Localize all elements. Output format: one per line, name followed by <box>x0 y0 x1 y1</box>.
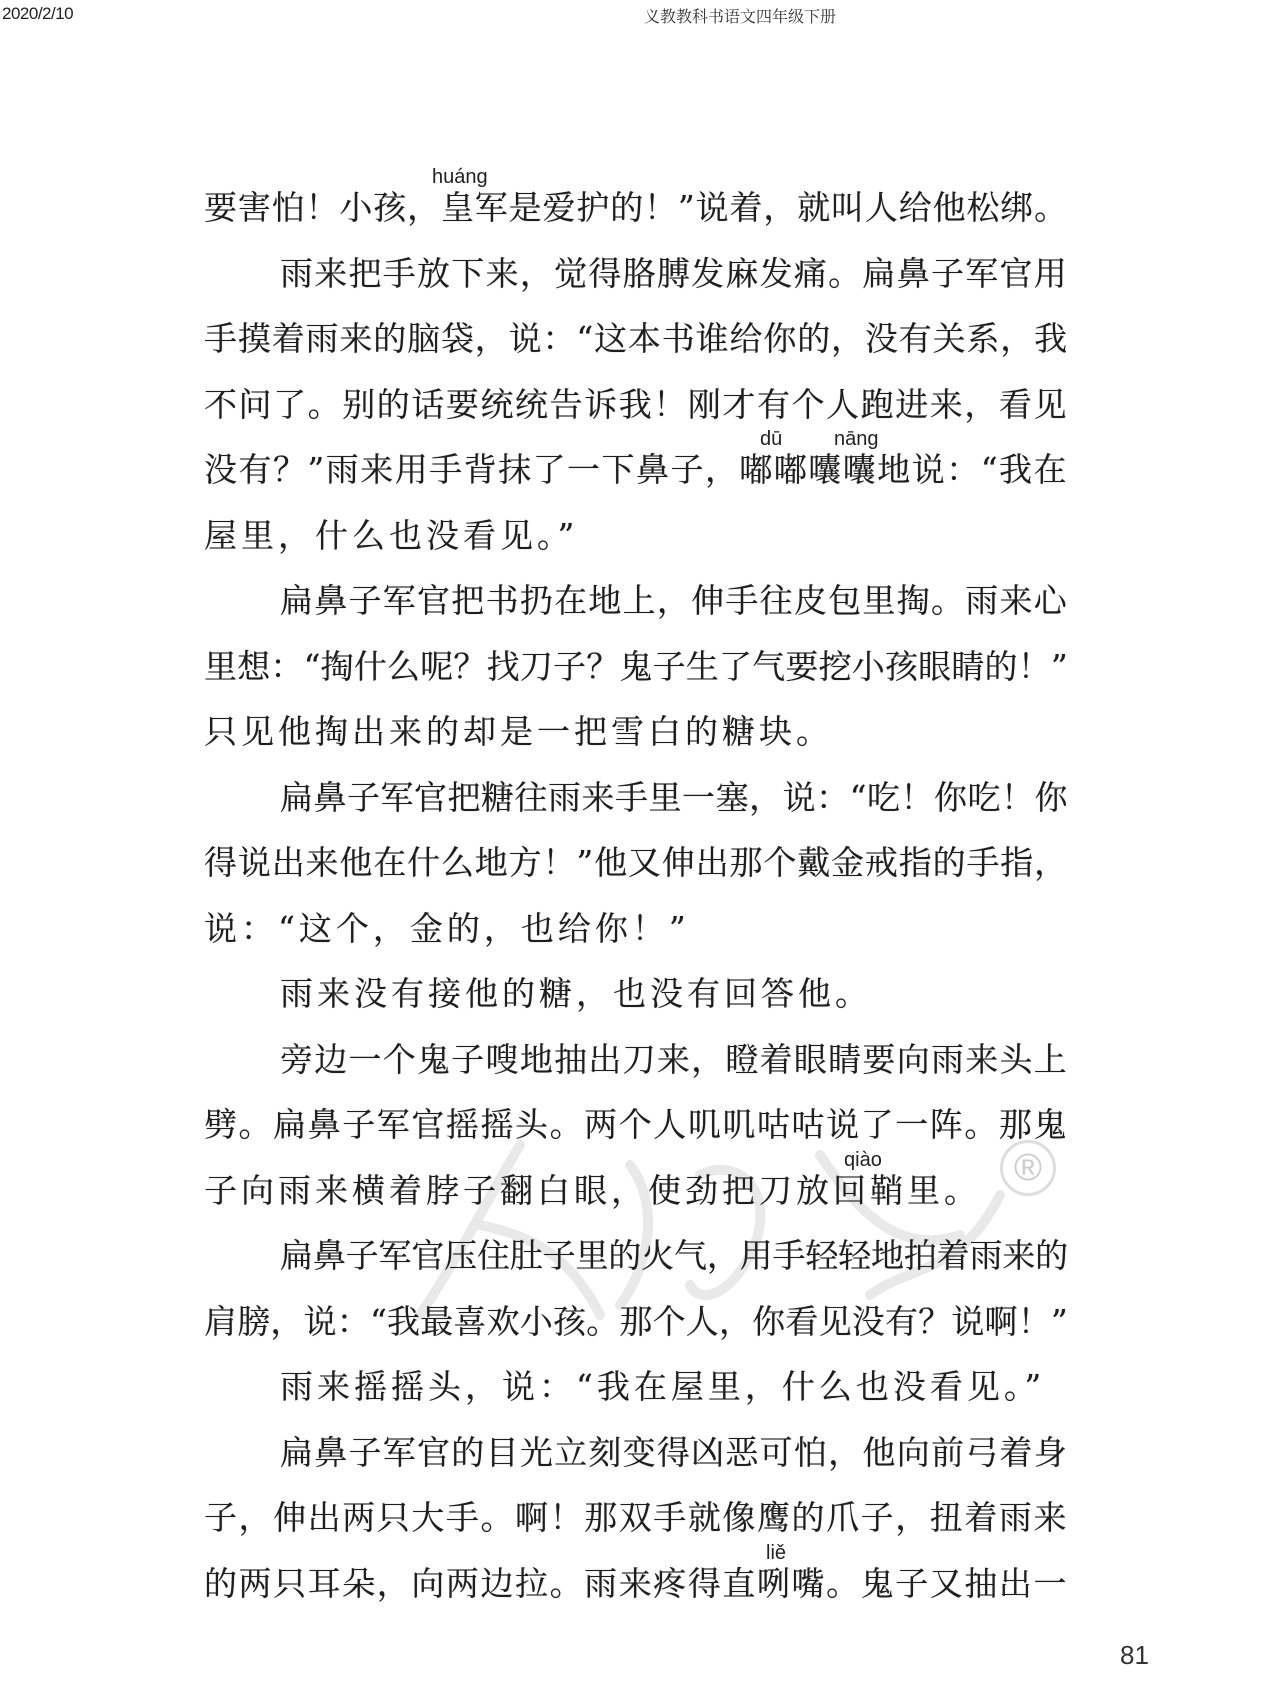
line-text: 雨来摇摇头，说：“我在屋里，什么也没看见。” <box>280 1367 1046 1406</box>
text-line <box>204 634 1164 700</box>
pinyin-annotation: huáng <box>432 166 488 188</box>
text-line <box>204 503 1164 569</box>
pinyin-annotation: nāng <box>834 428 879 450</box>
line-text: 手摸着雨来的脑袋，说：“这本书谁给你的，没有关系，我 <box>204 319 1068 358</box>
text-line <box>204 1092 1164 1158</box>
line-text: 里想：“掏什么呢？找刀子？鬼子生了气要挖小孩眼睛的！” <box>204 646 1068 686</box>
text-line <box>204 1541 1164 1617</box>
line-text: 旁边一个鬼子嗖地抽出刀来，瞪着眼睛要向雨来头上 <box>280 1039 1068 1079</box>
line-text: 劈。扁鼻子军官摇摇头。两个人叽叽咕咕说了一阵。那鬼 <box>204 1105 1068 1144</box>
text-line <box>204 1148 1164 1224</box>
line-text: 扁鼻子军官的目光立刻变得凶恶可怕，他向前弓着身 <box>280 1432 1068 1472</box>
print-title: 义教教科书语文四年级下册 <box>643 7 836 26</box>
textbook-page <box>204 150 1164 1616</box>
text-line <box>204 166 1164 241</box>
text-line <box>204 306 1164 372</box>
text-line <box>204 1354 1164 1420</box>
line-text: 扁鼻子军官压住肚子里的火气，用手轻轻地拍着雨来的 <box>280 1236 1069 1275</box>
line-text: 的两只耳朵，向两边拉。雨来疼得直咧嘴。鬼子又抽出一 <box>204 1563 1068 1603</box>
line-text: 只见他掏出来的却是一把雪白的糖块。 <box>204 712 833 751</box>
text-line <box>204 961 1164 1027</box>
line-text: 屋里，什么也没看见。” <box>204 515 579 555</box>
line-text: 扁鼻子军官把糖往雨来手里一塞，说：“吃！你吃！你 <box>280 777 1068 817</box>
text-line <box>204 699 1164 765</box>
line-text: 没有？”雨来用手背抹了一下鼻子，嘟嘟囔囔地说：“我在 <box>204 450 1068 489</box>
line-text: 雨来没有接他的糖，也没有回答他。 <box>280 974 872 1013</box>
print-date: 2020/2/10 <box>2 4 74 23</box>
text-line <box>204 765 1164 831</box>
text-line <box>204 830 1164 896</box>
text-line <box>204 1289 1164 1355</box>
line-text: 子向雨来横着脖子翻白眼，使劲把刀放回鞘里。 <box>204 1170 981 1210</box>
text-line <box>204 1485 1164 1551</box>
line-text: 得说出来他在什么地方！”他又伸出那个戴金戒指的手指， <box>204 843 1068 882</box>
line-text: 要害怕！小孩，皇军是爱护的！”说着，就叫人给他松绑。 <box>204 188 1068 227</box>
line-text: 子，伸出两只大手。啊！那双手就像鹰的爪子，扭着雨来 <box>204 1498 1068 1537</box>
line-text: 雨来把手放下来，觉得胳膊发麻发痛。扁鼻子军官用 <box>280 253 1068 293</box>
text-line <box>204 1223 1164 1289</box>
text-line <box>204 241 1164 307</box>
pinyin-annotation: dū <box>760 428 783 450</box>
text-line <box>204 1027 1164 1093</box>
text-line <box>204 896 1164 962</box>
print-header <box>0 0 1280 30</box>
text-line <box>204 1420 1164 1486</box>
registered-mark-watermark: ® <box>1000 1140 1056 1196</box>
pinyin-annotation: qiào <box>844 1148 882 1171</box>
page-number: 81 <box>1120 1640 1149 1670</box>
text-line <box>204 428 1164 503</box>
line-text: 扁鼻子军官把书扔在地上，伸手往皮包里掏。雨来心 <box>280 581 1068 620</box>
text-line <box>204 372 1164 438</box>
text-line <box>204 568 1164 634</box>
line-text: 肩膀，说：“我最喜欢小孩。那个人，你看见没有？说啊！” <box>204 1301 1068 1341</box>
pinyin-annotation: liě <box>766 1541 787 1564</box>
line-text: 说：“这个，金的，也给你！” <box>204 908 690 948</box>
line-text: 不问了。别的话要统统告诉我！刚才有个人跑进来，看见 <box>204 384 1068 424</box>
